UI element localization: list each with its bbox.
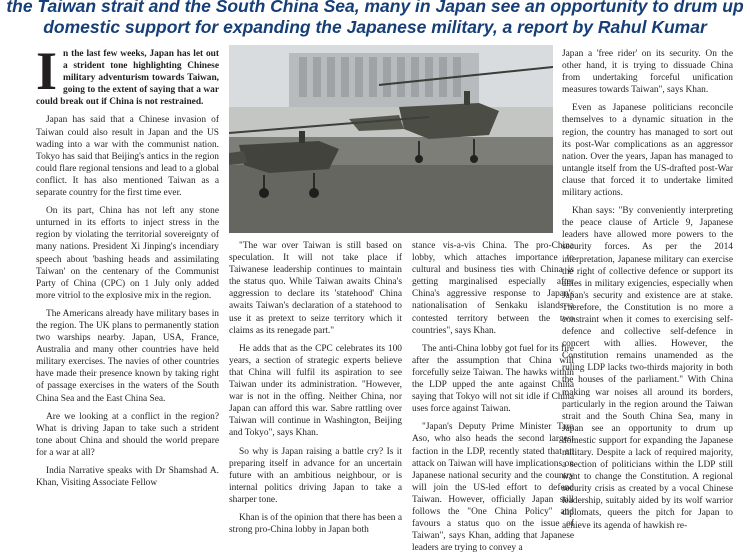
- column-2: [229, 240, 402, 542]
- paragraph: The anti-China lobby got fuel for its fire after the assumption that China will forcefully seize Taiwan. The hawks within the LDP upped the ante against China saying that Tokyo will not sit idle if China uses force against Taiwan.: [412, 343, 574, 415]
- headline-line-1: the Taiwan strait and the South China Sea, many in Japan see an opportunity to drum up: [6, 0, 744, 16]
- paragraph: Are we looking at a conflict in the region? What is driving Japan to take such a strident tone about China and should the world prepare for a war at all?: [36, 411, 219, 458]
- helicopter-illustration: [229, 45, 553, 233]
- lead-paragraph-block: [36, 41, 219, 108]
- column-3: [412, 240, 574, 560]
- paragraph: "The war over Taiwan is still based on speculation. It will not take place if Taiwanese leadership continues to maintain the status quo. While Taiwan awaits China's aggression to declare its 'statehood' China awaits Taiwan's declaration of a statehood to use it as pretext to seize territory which it claims as its renegade part.": [229, 241, 402, 336]
- paragraph: He adds that as the CPC celebrates its 100 years, a section of strategic experts believe that China will fulfil its aspiration to see Taiwan under its administration. "However, war is not in the offing. Neither China, nor Japan can afford this war. Sabre rattling over Taiwan will continue in Washington, Beijing and Tokyo", says Khan.: [229, 343, 402, 439]
- drop-cap: I: [36, 41, 58, 101]
- headline-line-2: domestic support for expanding the Japanese military, a report by Rahul Kumar: [43, 17, 707, 37]
- paragraph: Khan says: "By conveniently interpreting the peace clause of Article 9, Japanese leaders have allowed more powers to the security forces. As per the 2014 interpretation, Japanese military can exercise the right of collective defence or support its allies in military exigencies, especially when Japan's security and existence are at stake. Therefore, the Constitution is no more a constraint when it comes to exercising self-defence and collective self-defence in concert with allies. However, the Constitution remains unamended as the ruling LDP lacks two-thirds majority in both the houses of the parliament." With China making war noises all around its borders, particularly in the region around the Taiwan strait and the South China Sea, many in Japan see an opportunity to drum up domestic support for expanding the Japanese military. Despite a lack of required majority, a section of politicians within the LDP still want to change the Constitution. A regional security crisis as created by a vocal Chinese leadership, suitably aided by its wolf warrior diplomats, queers the pitch for Japan to achieve its agenda of hawkish re-: [562, 206, 733, 531]
- paragraph: India Narrative speaks with Dr Shamshad A. Khan, Visiting Associate Fellow: [36, 466, 219, 489]
- paragraph: stance vis-a-vis China. The pro-China lobby, which attaches importance to cultural and business ties with China is getting marginalised especially after China's aggressive response to Japan's nationalisation of Senkaku islands--a contested territory between the two countries", says Khan.: [412, 241, 574, 336]
- paragraph: On its part, China has not left any stone unturned in its efforts to inject stress in the region by violating the territorial sovereignty of many nations. President Xi Jinping's incendiary speech about 'bashing heads and assimilating Taiwan' on the centenary of the Communist Party of China (CPC) on 1 July only added more vitriol to the explosive mix in the region.: [36, 206, 219, 301]
- lead-paragraph: n the last few weeks, Japan has let out a strident tone highlighting Chinese military adventurism towards Taiwan, going to the extent of saying that a war could break out if China is not restrained.: [36, 49, 219, 108]
- paragraph: So why is Japan raising a battle cry? Is it preparing itself in advance for an uncertain future with an ambitious neighbour, or is internal politics driving Japan to take a sharper tone.: [229, 446, 402, 505]
- article-headline: [0, 0, 750, 38]
- paragraph: "Japan's Deputy Prime Minister Taro Aso, who also heads the second largest faction in the LDP, recently stated that an attack on Taiwan will have implications on Japanese national security and the country will join the US-led effort to defend Taiwan. However, officially Japan still follows the "One China Policy" and favours a status quo on the issue of Taiwan", says Khan, adding that Japanese leaders are trying to convey a: [412, 422, 574, 554]
- paragraph: Japan has said that a Chinese invasion of Taiwan could also result in Japan and the US wading into a war with the communist nation. Tokyo has said that Beijing's antics in the region could flare regional tensions and lead to a global conflict. It has also mentioned Taiwan as a separate country for the first time ever.: [36, 115, 219, 199]
- paragraph: Japan a 'free rider' on its security. On the other hand, it is trying to dissuade China from undertaking forceful unification measures towards Taiwan", says Khan.: [562, 49, 733, 96]
- paragraph: Khan is of the opinion that there has been a strong pro-China lobby in Japan both: [229, 512, 402, 536]
- paragraph: The Americans already have military bases in the region. The UK plans to permanently station two warships nearby. Japan, USA, France, Australia and many other countries have held military exercises. The navies of other countries have made their presence known by taking right of passage exercises in the waters of the South China Sea and the East China Sea.: [36, 308, 219, 404]
- helicopter-photo: [229, 45, 553, 233]
- column-1: [36, 41, 219, 495]
- column-4: [562, 48, 733, 538]
- paragraph: Even as Japanese politicians reconcile themselves to a dynamic situation in the region, the country has managed to sort out its post-War complications as an aggressor nation. Over the years, Japan has managed to untangle itself from the US-drafted post-War clause that forced it to undertake limited military actions.: [562, 103, 733, 199]
